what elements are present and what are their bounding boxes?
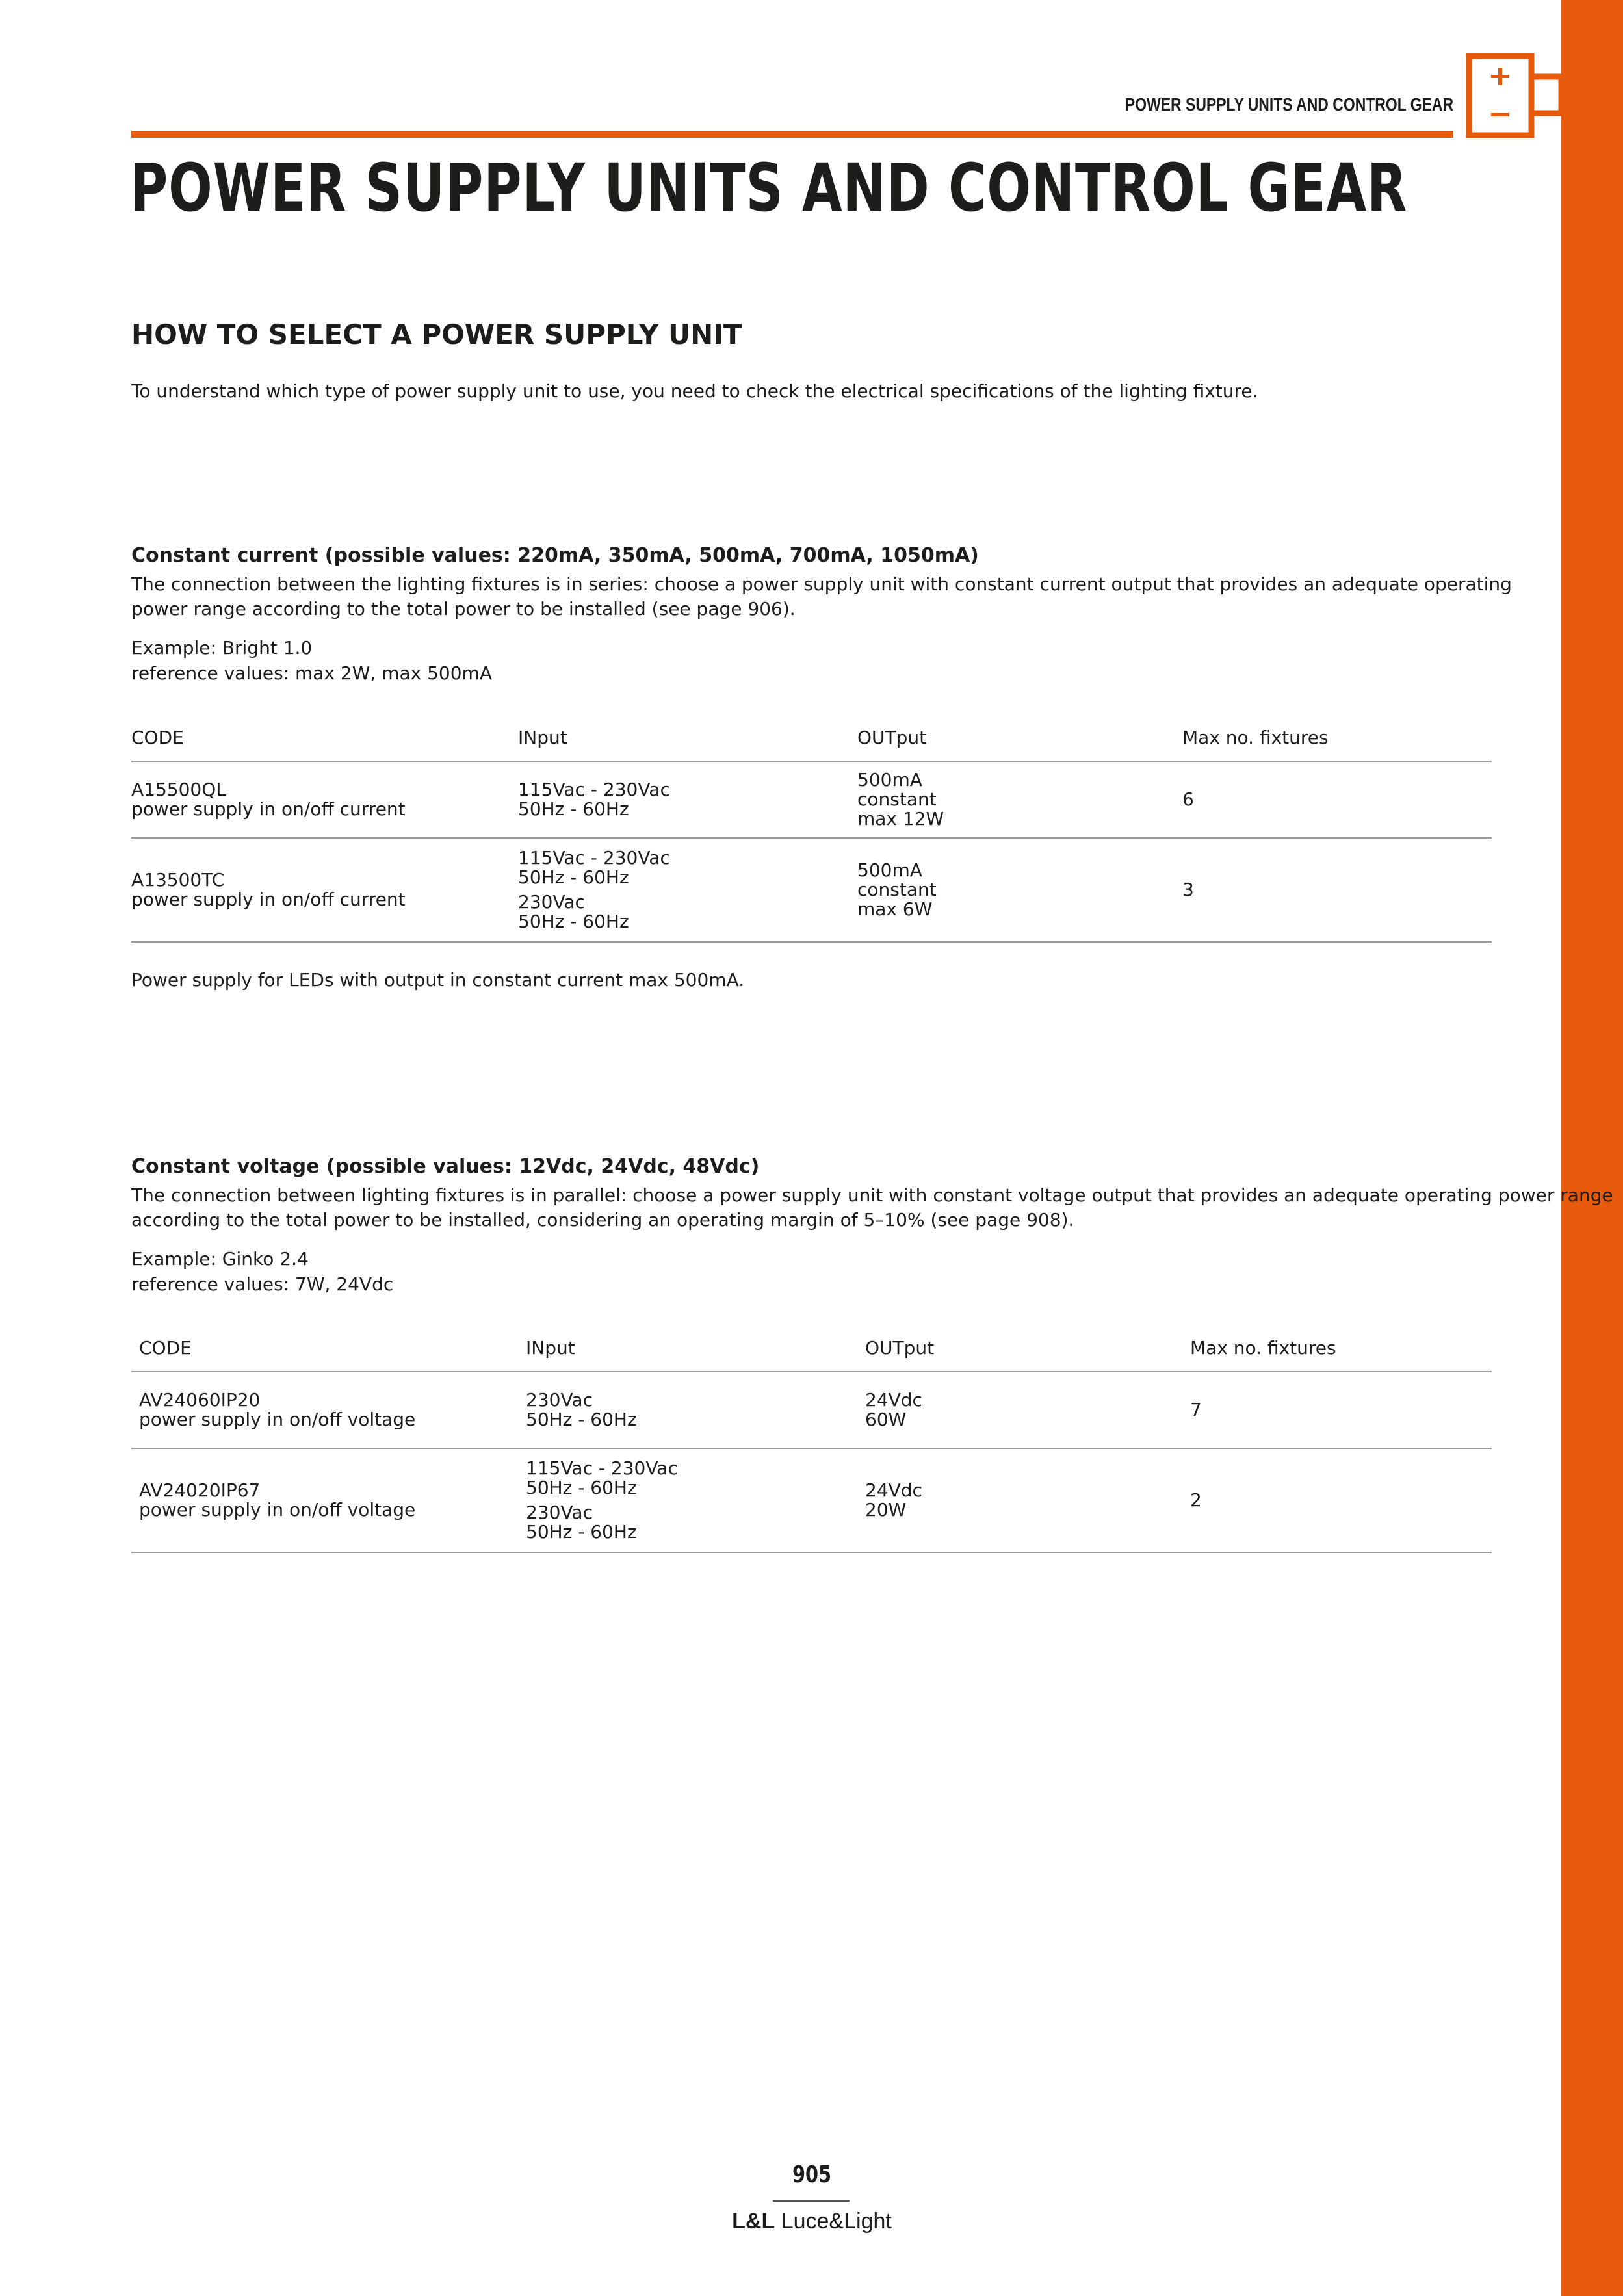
- input-frequency-alt: 50Hz - 60Hz: [526, 1521, 637, 1543]
- input-voltage: 115Vac - 230Vac: [518, 779, 670, 800]
- running-title: POWER SUPPLY UNITS AND CONTROL GEAR: [1124, 94, 1453, 114]
- constant-current-description-line2: power range according to the total power to be installed (see page 906).: [131, 598, 796, 620]
- output-power: max 6W: [857, 898, 933, 920]
- brand-name: Luce&Light: [781, 2209, 892, 2234]
- input-voltage-alt: 230Vac: [518, 891, 585, 913]
- output-cell: [857, 761, 1182, 838]
- constant-voltage-description-line1: The connection between lighting fixtures is in parallel: choose a power supply unit with constant voltage output that provides an adequate operating power range: [131, 1184, 1613, 1206]
- input-voltage: 230Vac: [526, 1389, 593, 1411]
- constant-voltage-example: Example: Ginko 2.4: [131, 1248, 309, 1270]
- output-voltage: 24Vdc: [865, 1480, 922, 1501]
- table-row: [131, 1372, 1492, 1448]
- table-row: [131, 838, 1492, 942]
- product-description: power supply in on/off voltage: [139, 1499, 416, 1520]
- input-voltage: 115Vac - 230Vac: [526, 1457, 678, 1479]
- input-cell: [518, 838, 857, 942]
- input-cell: [526, 1448, 865, 1552]
- header-input: INput: [526, 1338, 865, 1372]
- product-description: power supply in on/off voltage: [139, 1409, 416, 1430]
- constant-voltage-description-line2: according to the total power to be installed, considering an operating margin of 5–10% (see page 908).: [131, 1209, 1074, 1231]
- section-title: HOW TO SELECT A POWER SUPPLY UNIT: [131, 319, 742, 350]
- max-fixtures-cell: 6: [1182, 761, 1492, 838]
- table-row: [131, 761, 1492, 838]
- output-power: max 12W: [857, 808, 944, 829]
- output-power: 20W: [865, 1499, 907, 1520]
- output-current: 500mA: [857, 859, 922, 881]
- brand-logo: [714, 2209, 909, 2234]
- product-code: A13500TC: [131, 869, 225, 891]
- output-power: 60W: [865, 1409, 907, 1430]
- product-code: AV24060IP20: [139, 1389, 261, 1411]
- side-accent-bar: [1561, 0, 1623, 2296]
- product-code: AV24020IP67: [139, 1480, 261, 1501]
- constant-current-reference: reference values: max 2W, max 500mA: [131, 662, 492, 684]
- output-cell: [865, 1448, 1190, 1552]
- header-rule: [131, 131, 1453, 138]
- constant-current-note: Power supply for LEDs with output in constant current max 500mA.: [131, 969, 745, 991]
- output-voltage: 24Vdc: [865, 1389, 922, 1411]
- header-max-fixtures: Max no. fixtures: [1190, 1338, 1492, 1372]
- brand-bold: L&L: [732, 2209, 775, 2234]
- page-number: 905: [792, 2161, 832, 2188]
- output-cell: [865, 1372, 1190, 1448]
- header-max-fixtures: Max no. fixtures: [1182, 728, 1492, 761]
- constant-current-example: Example: Bright 1.0: [131, 637, 313, 659]
- code-cell: [131, 761, 518, 838]
- header-output: OUTput: [865, 1338, 1190, 1372]
- input-cell: [518, 761, 857, 838]
- page-title: POWER SUPPLY UNITS AND CONTROL GEAR: [130, 150, 1408, 227]
- header-input: INput: [518, 728, 857, 761]
- input-frequency: 50Hz - 60Hz: [526, 1409, 637, 1430]
- input-frequency: 50Hz - 60Hz: [518, 798, 629, 820]
- input-frequency-alt: 50Hz - 60Hz: [518, 911, 629, 932]
- code-cell: [131, 1372, 526, 1448]
- product-description: power supply in on/off current: [131, 798, 406, 820]
- max-fixtures-cell: 3: [1182, 838, 1492, 942]
- constant-voltage-reference: reference values: 7W, 24Vdc: [131, 1273, 394, 1295]
- battery-plus-minus-icon: [1465, 52, 1561, 140]
- product-code: A15500QL: [131, 779, 226, 800]
- max-fixtures-cell: 7: [1190, 1372, 1492, 1448]
- code-cell: [131, 838, 518, 942]
- constant-current-heading: Constant current (possible values: 220mA, 350mA, 500mA, 700mA, 1050mA): [131, 544, 979, 567]
- table-header-row: [131, 1338, 1492, 1372]
- constant-voltage-heading: Constant voltage (possible values: 12Vdc, 24Vdc, 48Vdc): [131, 1155, 760, 1178]
- header-code: CODE: [131, 1338, 526, 1372]
- constant-voltage-table: [131, 1338, 1492, 1553]
- input-voltage-alt: 230Vac: [526, 1502, 593, 1523]
- input-frequency: 50Hz - 60Hz: [518, 867, 629, 888]
- input-cell: [526, 1372, 865, 1448]
- table-header-row: [131, 728, 1492, 761]
- constant-current-table: [131, 728, 1492, 943]
- input-frequency: 50Hz - 60Hz: [526, 1477, 637, 1498]
- header-code: CODE: [131, 728, 518, 761]
- output-mode: constant: [857, 789, 937, 810]
- input-voltage: 115Vac - 230Vac: [518, 847, 670, 868]
- table-row: [131, 1448, 1492, 1552]
- intro-text: To understand which type of power supply unit to use, you need to check the electrical specifications of the lighting fixture.: [131, 380, 1258, 402]
- header-output: OUTput: [857, 728, 1182, 761]
- footer-rule: [773, 2200, 850, 2202]
- constant-current-description-line1: The connection between the lighting fixtures is in series: choose a power supply unit with constant current output that provides an adequate operating: [131, 573, 1512, 595]
- output-current: 500mA: [857, 769, 922, 790]
- output-mode: constant: [857, 879, 937, 900]
- code-cell: [131, 1448, 526, 1552]
- max-fixtures-cell: 2: [1190, 1448, 1492, 1552]
- output-cell: [857, 838, 1182, 942]
- product-description: power supply in on/off current: [131, 889, 406, 910]
